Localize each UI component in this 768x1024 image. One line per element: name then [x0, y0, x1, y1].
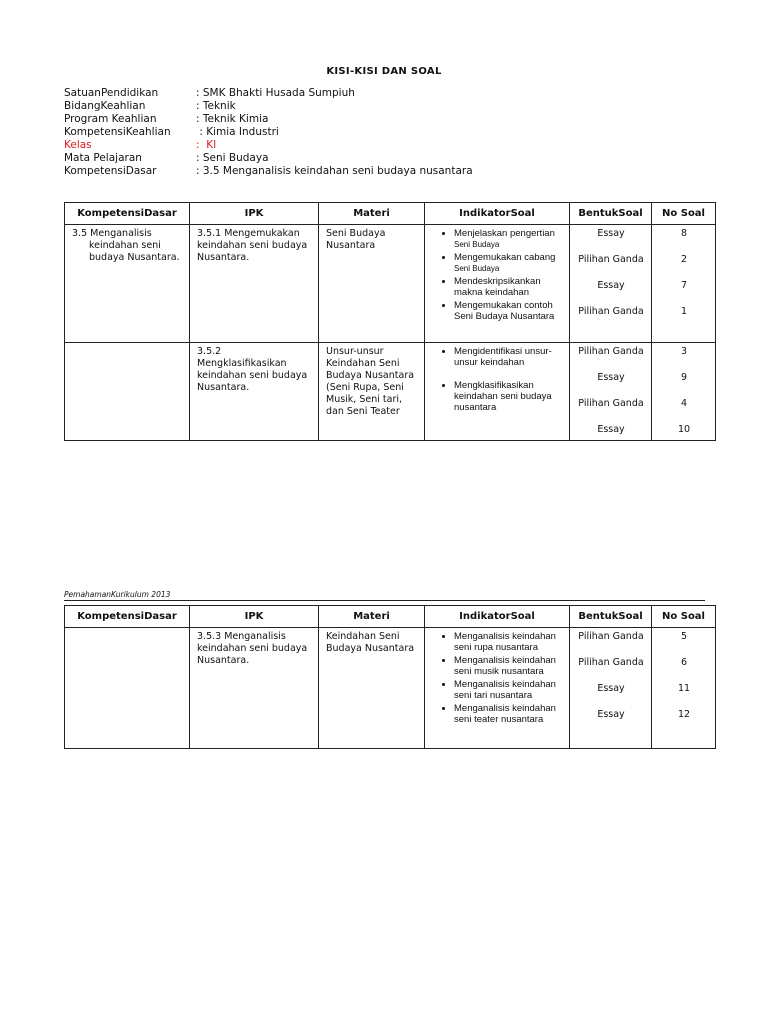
no-soal-value: 7	[680, 280, 688, 291]
meta-label: Program Keahlian	[64, 113, 157, 125]
header-ipk: IPK	[190, 606, 319, 628]
kd-cell	[65, 628, 190, 749]
header-indikator: IndikatorSoal	[425, 606, 570, 628]
kd-cell	[65, 225, 190, 343]
table-row	[65, 343, 716, 441]
meta-value: : Kimia Industri	[196, 126, 279, 138]
kisi-table-1	[64, 202, 716, 441]
bentuk-value: Pilihan Ganda	[578, 398, 644, 409]
bentuk-value: Essay	[597, 228, 625, 239]
document-title: KISI-KISI DAN SOAL	[326, 66, 442, 77]
list-item: • Menganalisis keindahan seni tari nusantara	[454, 679, 563, 701]
meta-row-bidang	[64, 100, 473, 113]
list-item	[454, 252, 563, 274]
no-soal-value: 10	[677, 424, 691, 435]
meta-row-program	[64, 113, 473, 126]
indikator-subtext: Seni Budaya	[454, 264, 500, 273]
bentuk-cell	[570, 343, 652, 441]
no-soal-cell	[652, 628, 716, 749]
table-row	[65, 628, 716, 749]
meta-label: Mata Pelajaran	[64, 152, 142, 164]
no-soal-cell	[652, 343, 716, 441]
meta-value: : Teknik	[196, 100, 236, 112]
list-item: • Mengidentifikasi unsur-unsur keindahan	[454, 346, 563, 368]
meta-value: : Seni Budaya	[196, 152, 269, 164]
list-item	[454, 228, 563, 250]
header-kompetensi-dasar: KompetensiDasar	[65, 606, 190, 628]
bentuk-cell	[570, 628, 652, 749]
no-soal-value: 3	[680, 346, 688, 357]
bentuk-value: Essay	[597, 424, 625, 435]
header-materi: Materi	[319, 606, 425, 628]
list-item	[454, 276, 563, 298]
no-soal-value: 11	[677, 683, 691, 694]
meta-value: : KI	[196, 139, 217, 151]
no-soal-value: 9	[680, 372, 688, 383]
indikator-text: Mengemukakan contoh Seni Budaya Nusantara	[454, 300, 555, 322]
indikator-subtext: Seni Budaya	[454, 240, 500, 249]
indikator-text: Mengemukakan cabang	[454, 252, 556, 263]
no-soal-value: 4	[680, 398, 688, 409]
meta-row-kompetensi-dasar	[64, 165, 473, 178]
ipk-cell: 3.5.2 Mengklasifikasikan keindahan seni budaya Nusantara.	[190, 343, 319, 441]
indikator-text: Mendeskripsikankan makna keindahan	[454, 276, 541, 298]
header-bentuk: BentukSoal	[570, 606, 652, 628]
bentuk-cell	[570, 225, 652, 343]
meta-value: : Teknik Kimia	[196, 113, 269, 125]
materi-cell: Keindahan Seni Budaya Nusantara	[319, 628, 425, 749]
materi-cell: Unsur-unsur Keindahan Seni Budaya Nusantara (Seni Rupa, Seni Musik, Seni tari, dan Seni Teater	[319, 343, 425, 441]
no-soal-value: 1	[680, 306, 688, 317]
header-ipk: IPK	[190, 203, 319, 225]
meta-label: SatuanPendidikan	[64, 87, 159, 99]
meta-label: BidangKeahlian	[64, 100, 146, 112]
meta-row-mapel	[64, 152, 473, 165]
no-soal-value: 5	[680, 631, 688, 642]
list-item: • Menganalisis keindahan seni teater nusantara	[454, 703, 563, 725]
bentuk-value: Essay	[597, 709, 625, 720]
indikator-list	[425, 228, 563, 322]
table-header-row	[65, 203, 716, 225]
bentuk-value: Pilihan Ganda	[578, 306, 644, 317]
no-soal-value: 2	[680, 254, 688, 265]
bentuk-value: Pilihan Ganda	[578, 346, 644, 357]
header-no-soal: No Soal	[652, 203, 716, 225]
indikator-text: Menjelaskan pengertian	[454, 228, 555, 239]
meta-value: : 3.5 Menganalisis keindahan seni budaya nusantara	[196, 165, 473, 177]
no-soal-value: 12	[677, 709, 691, 720]
bentuk-value: Pilihan Ganda	[578, 631, 644, 642]
table-row	[65, 225, 716, 343]
bentuk-value: Pilihan Ganda	[578, 657, 644, 668]
ipk-cell: 3.5.1 Mengemukakan keindahan seni budaya Nusantara.	[190, 225, 319, 343]
meta-label: KompetensiKeahlian	[64, 126, 171, 138]
kd-text: 3.5 Menganalisis keindahan seni budaya Nusantara.	[72, 228, 180, 263]
bentuk-value: Essay	[597, 372, 625, 383]
meta-label: KompetensiDasar	[64, 165, 157, 177]
header-kompetensi-dasar: KompetensiDasar	[65, 203, 190, 225]
indikator-list	[425, 346, 563, 413]
meta-row-satuan	[64, 87, 473, 100]
no-soal-cell	[652, 225, 716, 343]
meta-label: Kelas	[64, 139, 92, 151]
indikator-cell	[425, 343, 570, 441]
table-header-row	[65, 606, 716, 628]
list-item: • Mengklasifikasikan keindahan seni budaya nusantara	[454, 380, 563, 413]
header-bentuk: BentukSoal	[570, 203, 652, 225]
no-soal-value: 8	[680, 228, 688, 239]
list-item	[454, 300, 563, 322]
indikator-cell	[425, 225, 570, 343]
kd-cell	[65, 343, 190, 441]
header-indikator: IndikatorSoal	[425, 203, 570, 225]
identity-block	[64, 87, 473, 178]
meta-value: : SMK Bhakti Husada Sumpiuh	[196, 87, 355, 99]
indikator-cell	[425, 628, 570, 749]
header-materi: Materi	[319, 203, 425, 225]
materi-cell: Seni Budaya Nusantara	[319, 225, 425, 343]
bentuk-value: Pilihan Ganda	[578, 254, 644, 265]
bentuk-value: Essay	[597, 280, 625, 291]
page-footer-note: PemahamanKurikulum 2013	[64, 590, 705, 601]
bentuk-value: Essay	[597, 683, 625, 694]
indikator-list	[425, 631, 563, 725]
ipk-cell: 3.5.3 Menganalisis keindahan seni budaya Nusantara.	[190, 628, 319, 749]
meta-row-kompetensi-keahlian	[64, 126, 473, 139]
list-item: • Menganalisis keindahan seni musik nusantara	[454, 655, 563, 677]
no-soal-value: 6	[680, 657, 688, 668]
list-item: • Menganalisis keindahan seni rupa nusantara	[454, 631, 563, 653]
kisi-table-2	[64, 605, 716, 749]
meta-row-kelas	[64, 139, 473, 152]
header-no-soal: No Soal	[652, 606, 716, 628]
